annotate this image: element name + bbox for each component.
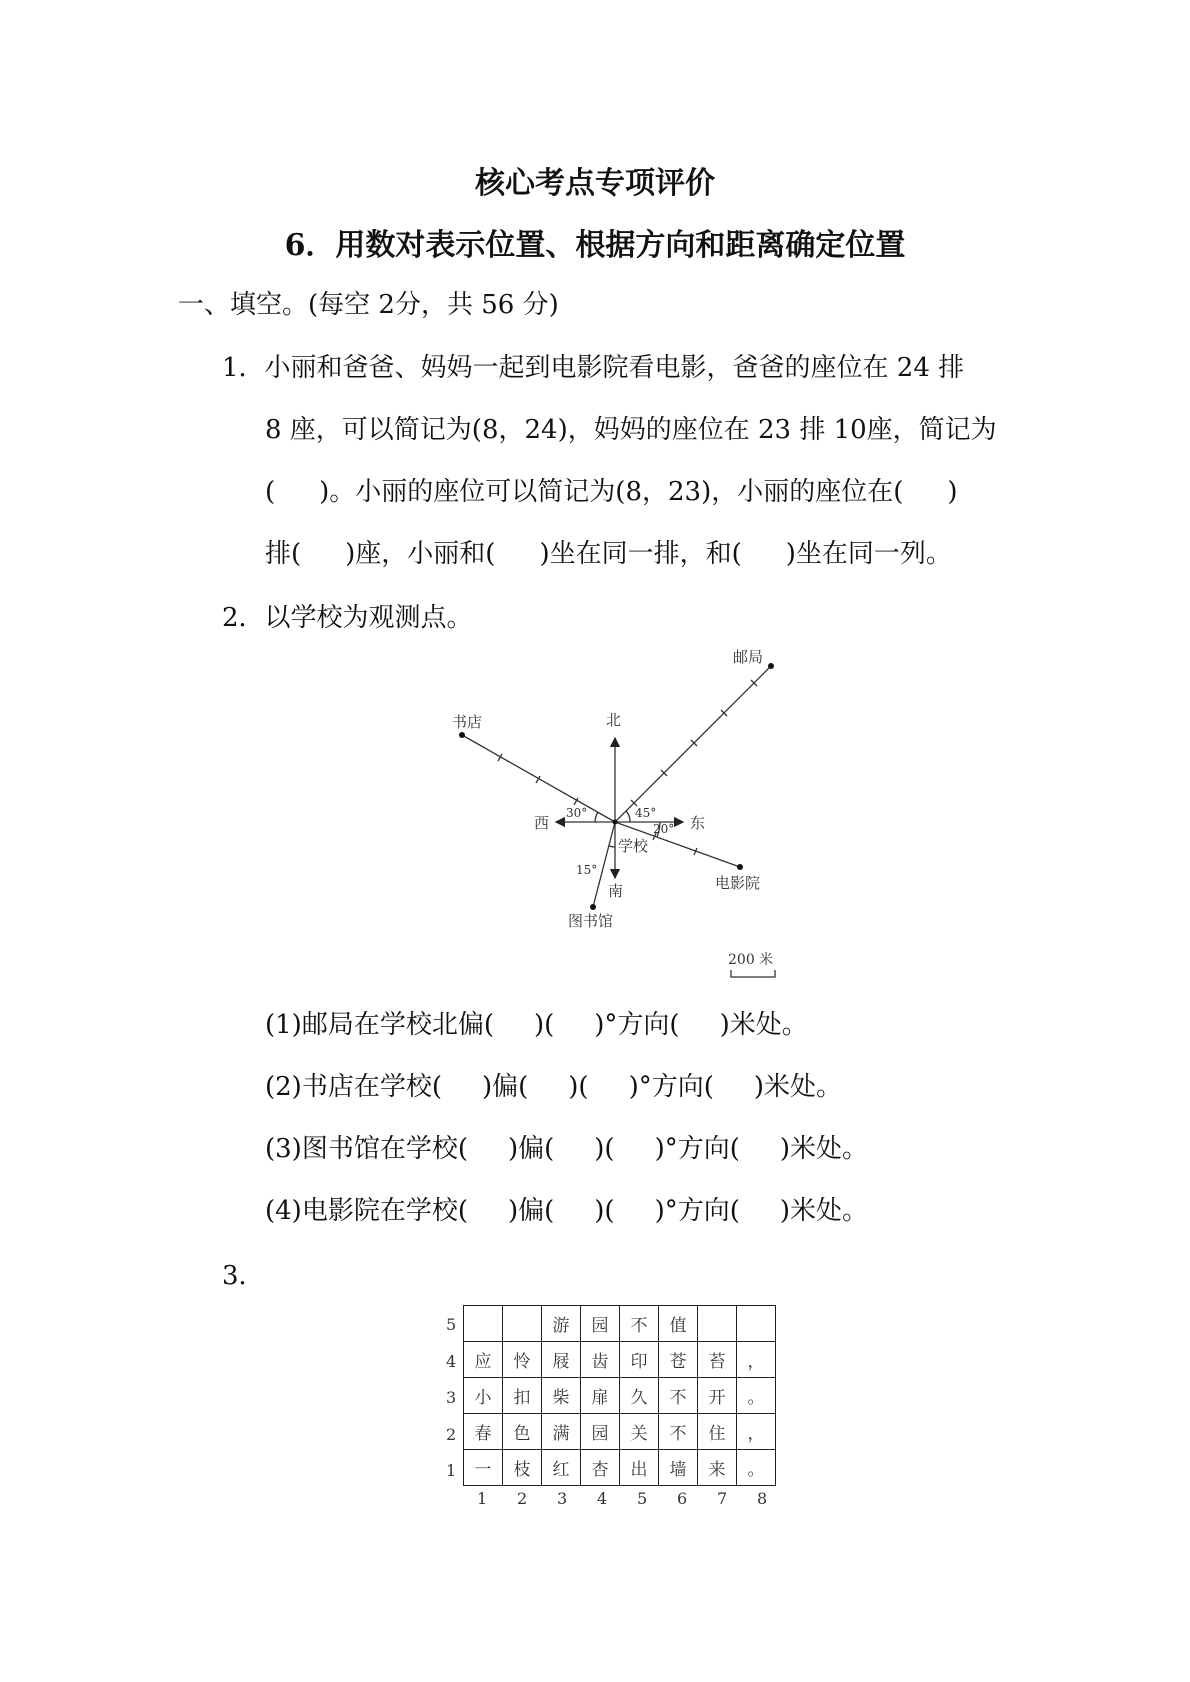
grid-cell: 游 [542, 1306, 581, 1342]
page-subtitle: 6．用数对表示位置、根据方向和距离确定位置 [284, 228, 906, 263]
school-point [613, 820, 618, 825]
label-angle-30: 30° [566, 806, 588, 820]
grid-cell: 扣 [503, 1378, 542, 1414]
bookstore-point [459, 732, 465, 738]
q2-sub-1: (1)邮局在学校北偏( )( )°方向( )米处。 [265, 1010, 808, 1040]
grid-x-label: 5 [637, 1489, 648, 1508]
grid-cell: 柴 [542, 1378, 581, 1414]
grid-cell: ， [737, 1414, 776, 1450]
poem-grid [463, 1305, 776, 1486]
label-angle-15: 15° [576, 863, 598, 877]
grid-cell: 出 [620, 1450, 659, 1486]
label-angle-45: 45° [635, 806, 657, 820]
label-cinema: 电影院 [715, 874, 761, 892]
grid-cell: 不 [620, 1306, 659, 1342]
grid-row [464, 1306, 776, 1342]
grid-cell: 小 [464, 1378, 503, 1414]
grid-cell: 关 [620, 1414, 659, 1450]
grid-cell: 墙 [659, 1450, 698, 1486]
grid-cell: ， [737, 1342, 776, 1378]
arc-45 [626, 811, 630, 822]
grid-cell: 春 [464, 1414, 503, 1450]
grid-cell: 住 [698, 1414, 737, 1450]
section-heading: 一、填空。(每空 2分，共 56 分) [178, 290, 559, 320]
grid-cell: 园 [581, 1306, 620, 1342]
grid-cell [737, 1306, 776, 1342]
grid-row [464, 1342, 776, 1378]
grid-cell: 。 [737, 1450, 776, 1486]
label-south: 南 [608, 882, 624, 900]
q3-number: 3． [222, 1261, 265, 1291]
grid-x-label: 1 [477, 1489, 488, 1508]
grid-x-label: 8 [757, 1489, 768, 1508]
q2-sub-4: (4)电影院在学校( )偏( )( )°方向( )米处。 [265, 1196, 869, 1226]
grid-cell: 色 [503, 1414, 542, 1450]
ray-post-office [615, 666, 771, 822]
grid-y-label: 1 [446, 1461, 457, 1480]
grid-cell: 来 [698, 1450, 737, 1486]
label-library: 图书馆 [568, 912, 614, 930]
arc-30 [595, 812, 598, 822]
q1-line-4: 排( )座，小丽和( )坐在同一排，和( )坐在同一列。 [265, 539, 952, 569]
grid-cell: 苍 [659, 1342, 698, 1378]
grid-cell: 一 [464, 1450, 503, 1486]
grid-cell: 怜 [503, 1342, 542, 1378]
grid-cell: 屐 [542, 1342, 581, 1378]
grid-cell: 满 [542, 1414, 581, 1450]
grid-cell: 不 [659, 1378, 698, 1414]
grid-cell: 园 [581, 1414, 620, 1450]
grid-cell: 不 [659, 1414, 698, 1450]
grid-x-label: 6 [677, 1489, 688, 1508]
grid-cell: 。 [737, 1378, 776, 1414]
grid-cell: 印 [620, 1342, 659, 1378]
scale-label: 200 米 [728, 952, 774, 968]
cinema-point [737, 864, 743, 870]
grid-x-label: 7 [717, 1489, 728, 1508]
q2-sub-3: (3)图书馆在学校( )偏( )( )°方向( )米处。 [265, 1134, 869, 1164]
grid-x-label: 4 [597, 1489, 608, 1508]
grid-cell: 久 [620, 1378, 659, 1414]
q2-sub-2: (2)书店在学校( )偏( )( )°方向( )米处。 [265, 1072, 843, 1102]
grid-cell: 齿 [581, 1342, 620, 1378]
label-angle-20: 20° [653, 822, 675, 836]
grid-x-label: 3 [557, 1489, 568, 1508]
q1-line-1: 1．小丽和爸爸、妈妈一起到电影院看电影，爸爸的座位在 24 排 [222, 353, 965, 383]
grid-x-label: 2 [517, 1489, 528, 1508]
grid-y-label: 3 [446, 1388, 457, 1407]
library-point [590, 904, 596, 910]
label-post-office: 邮局 [733, 648, 764, 666]
grid-row [464, 1378, 776, 1414]
grid-cell: 开 [698, 1378, 737, 1414]
grid-y-label: 5 [446, 1315, 457, 1334]
q2-intro: 2．以学校为观测点。 [222, 603, 473, 633]
grid-row [464, 1414, 776, 1450]
grid-cell [464, 1306, 503, 1342]
grid-cell [698, 1306, 737, 1342]
q1-line-3: ( )。小丽的座位可以简记为(8，23)，小丽的座位在( ) [265, 477, 958, 507]
label-school: 学校 [618, 837, 649, 855]
grid-cell: 红 [542, 1450, 581, 1486]
label-west: 西 [534, 814, 550, 832]
grid-y-label: 2 [446, 1425, 457, 1444]
grid-cell: 应 [464, 1342, 503, 1378]
grid-cell [503, 1306, 542, 1342]
grid-cell: 杏 [581, 1450, 620, 1486]
grid-row [464, 1450, 776, 1486]
label-east: 东 [690, 814, 706, 832]
label-bookstore: 书店 [452, 713, 483, 731]
grid-cell: 扉 [581, 1378, 620, 1414]
arc-15 [609, 846, 615, 847]
scale-bar [731, 970, 775, 977]
q1-line-2: 8 座，可以简记为(8，24)，妈妈的座位在 23 排 10座，简记为 [265, 415, 997, 445]
grid-cell: 苔 [698, 1342, 737, 1378]
grid-cell: 值 [659, 1306, 698, 1342]
page-title: 核心考点专项评价 [475, 166, 715, 201]
label-north: 北 [606, 711, 622, 729]
post-office-point [768, 663, 774, 669]
grid-cell: 枝 [503, 1450, 542, 1486]
grid-y-label: 4 [446, 1352, 457, 1371]
